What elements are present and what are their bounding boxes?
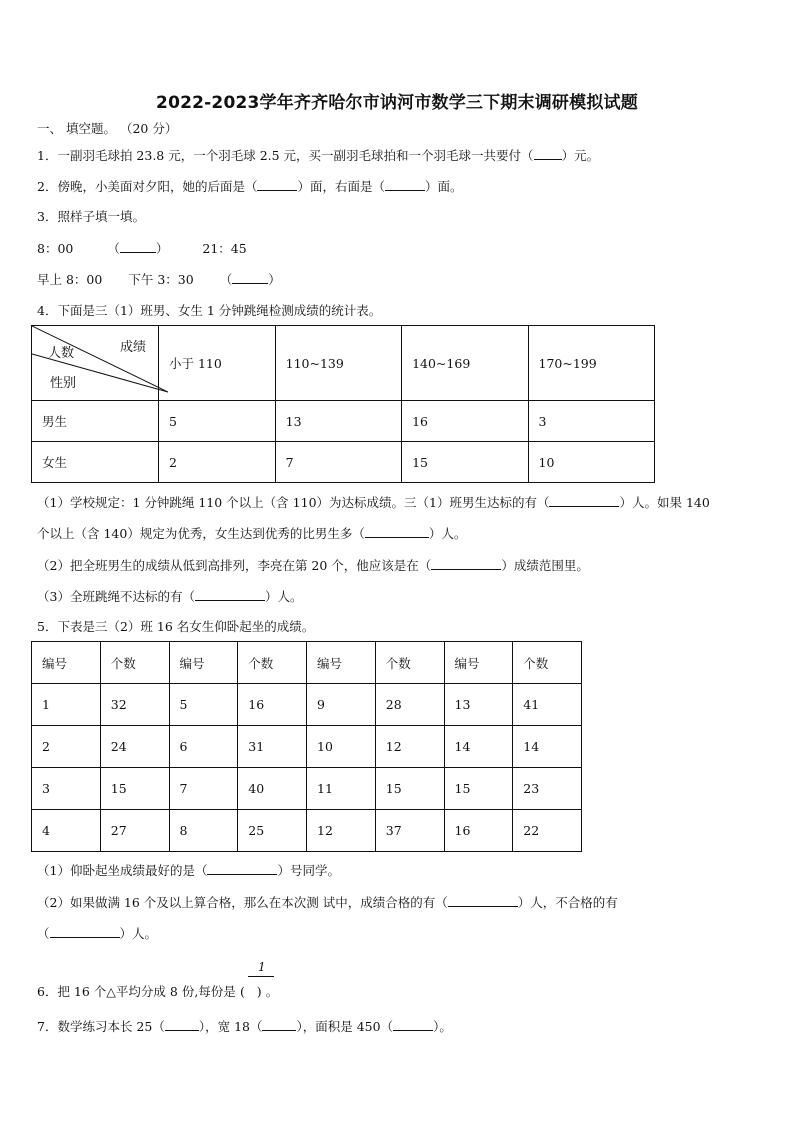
answer-blank[interactable] [257,178,297,191]
table-cell: 11 [307,768,376,810]
fraction-denominator-blank[interactable]: ( ) [239,984,262,999]
table-cell: 15 [100,768,169,810]
table-header-cell: 编号 [32,642,101,684]
table-cell: 7 [275,442,401,483]
answer-blank[interactable] [534,147,562,160]
question-7: 7．数学练习本长 25（ ），宽 18（ ），面积是 450（ ）。 [37,1019,452,1034]
table-row [32,401,655,442]
question-4-sub-1-cont: 个以上（含 140）规定为优秀，女生达到优秀的比男生多（ ）人。 [37,526,467,541]
question-3: 3．照样子填一填。 [37,209,145,224]
table-cell: 2 [32,726,101,768]
answer-blank[interactable] [165,1018,199,1031]
diagonal-header-cell [32,326,159,401]
question-5: 5．下表是三（2）班 16 名女生仰卧起坐的成绩。 [37,619,315,634]
table-cell: 16 [444,810,513,852]
question-5-sub-1: （1）仰卧起坐成绩最好的是（ ）号同学。 [37,863,340,878]
row-label: 男生 [32,401,159,442]
fraction-bar [248,976,274,977]
table-cell: 14 [444,726,513,768]
table-cell: 1 [32,684,101,726]
answer-blank[interactable] [232,271,268,284]
diag-label-score: 成绩 [120,340,147,355]
question-2: 2．傍晚，小美面对夕阳，她的后面是（ ）面，右面是（ ）面。 [37,179,463,194]
table-cell: 40 [238,768,307,810]
table-row [32,442,655,483]
page-title: 2022-2023学年齐齐哈尔市讷河市数学三下期末调研模拟试题 [156,93,638,113]
table-cell: 8 [169,810,238,852]
table-cell: 15 [444,768,513,810]
table-cell: 15 [375,768,444,810]
question-4-sub-1: （1）学校规定：1 分钟跳绳 110 个以上（含 110）为达标成绩。三（1）班男生达标的有（ ）人。如果 140 [37,495,710,510]
question-4-sub-3: （3）全班跳绳不达标的有（ ）人。 [37,589,303,604]
table-cell: 12 [307,810,376,852]
table-cell: 37 [375,810,444,852]
table-header-cell: 编号 [444,642,513,684]
diag-label-count: 人数 [48,346,75,361]
table-header-cell: 个数 [100,642,169,684]
table-cell: 14 [513,726,582,768]
table-row [32,726,582,768]
question-3-row-2: 早上 8：00 下午 3：30 （ ） [37,272,281,287]
row-label: 女生 [32,442,159,483]
table-cell: 31 [238,726,307,768]
section-heading: 一、 填空题。 （20 分） [37,121,178,136]
answer-blank[interactable] [50,925,120,938]
table-cell: 4 [32,810,101,852]
table-cell: 16 [402,401,528,442]
answer-blank[interactable] [120,240,156,253]
table-cell: 2 [159,442,276,483]
table-cell: 22 [513,810,582,852]
table-cell: 12 [375,726,444,768]
table-cell: 13 [444,684,513,726]
table-row [32,768,582,810]
answer-blank[interactable] [385,178,425,191]
table-cell: 27 [100,810,169,852]
table-header-cell: 110~139 [275,326,401,401]
table-cell: 16 [238,684,307,726]
table-cell: 5 [169,684,238,726]
table-cell: 9 [307,684,376,726]
answer-blank[interactable] [365,525,429,538]
question-5-sub-2: （2）如果做满 16 个及以上算合格，那么在本次测 试中，成绩合格的有（ ）人，不合格的有 [37,895,618,910]
question-5-sub-2-cont: （ ）人。 [37,926,158,941]
question-3-row-1: 8：00 （ ） 21：45 [37,241,247,256]
answer-blank[interactable] [431,557,501,570]
answer-blank[interactable] [393,1018,433,1031]
table-cell: 10 [528,442,654,483]
table-cell: 41 [513,684,582,726]
table-cell: 25 [238,810,307,852]
question-4-sub-2: （2）把全班男生的成绩从低到高排列，李亮在第 20 个，他应该是在（ ）成绩范围里。 [37,558,589,573]
table-header-cell: 编号 [307,642,376,684]
answer-blank[interactable] [262,1018,296,1031]
table-header-cell: 编号 [169,642,238,684]
table-cell: 23 [513,768,582,810]
table-header-cell: 个数 [375,642,444,684]
answer-blank[interactable] [448,894,518,907]
table-cell: 32 [100,684,169,726]
fraction-numerator: 1 [258,960,266,974]
table-cell: 3 [32,768,101,810]
answer-blank[interactable] [195,588,265,601]
table-cell: 28 [375,684,444,726]
diag-label-gender: 性别 [50,376,77,391]
table-cell: 13 [275,401,401,442]
table-row [32,810,582,852]
question-6: 6．把 16 个△平均分成 8 份,每份是 ( ) 。 [37,984,279,999]
jump-rope-table [31,325,655,483]
situps-table [31,641,582,852]
table-row [32,684,582,726]
table-cell: 6 [169,726,238,768]
table-cell: 3 [528,401,654,442]
table-header-cell: 170~199 [528,326,654,401]
table-header-cell: 140~169 [402,326,528,401]
table-cell: 7 [169,768,238,810]
question-1: 1．一副羽毛球拍 23.8 元，一个羽毛球 2.5 元，买一副羽毛球拍和一个羽毛球一共要付（ ）元。 [37,148,600,163]
table-cell: 10 [307,726,376,768]
table-cell: 15 [402,442,528,483]
answer-blank[interactable] [549,494,619,507]
question-4: 4．下面是三（1）班男、女生 1 分钟跳绳检测成绩的统计表。 [37,303,382,318]
table-cell: 5 [159,401,276,442]
table-header-cell: 小于 110 [159,326,276,401]
table-header-cell: 个数 [513,642,582,684]
answer-blank[interactable] [207,862,277,875]
table-header-cell: 个数 [238,642,307,684]
table-cell: 24 [100,726,169,768]
